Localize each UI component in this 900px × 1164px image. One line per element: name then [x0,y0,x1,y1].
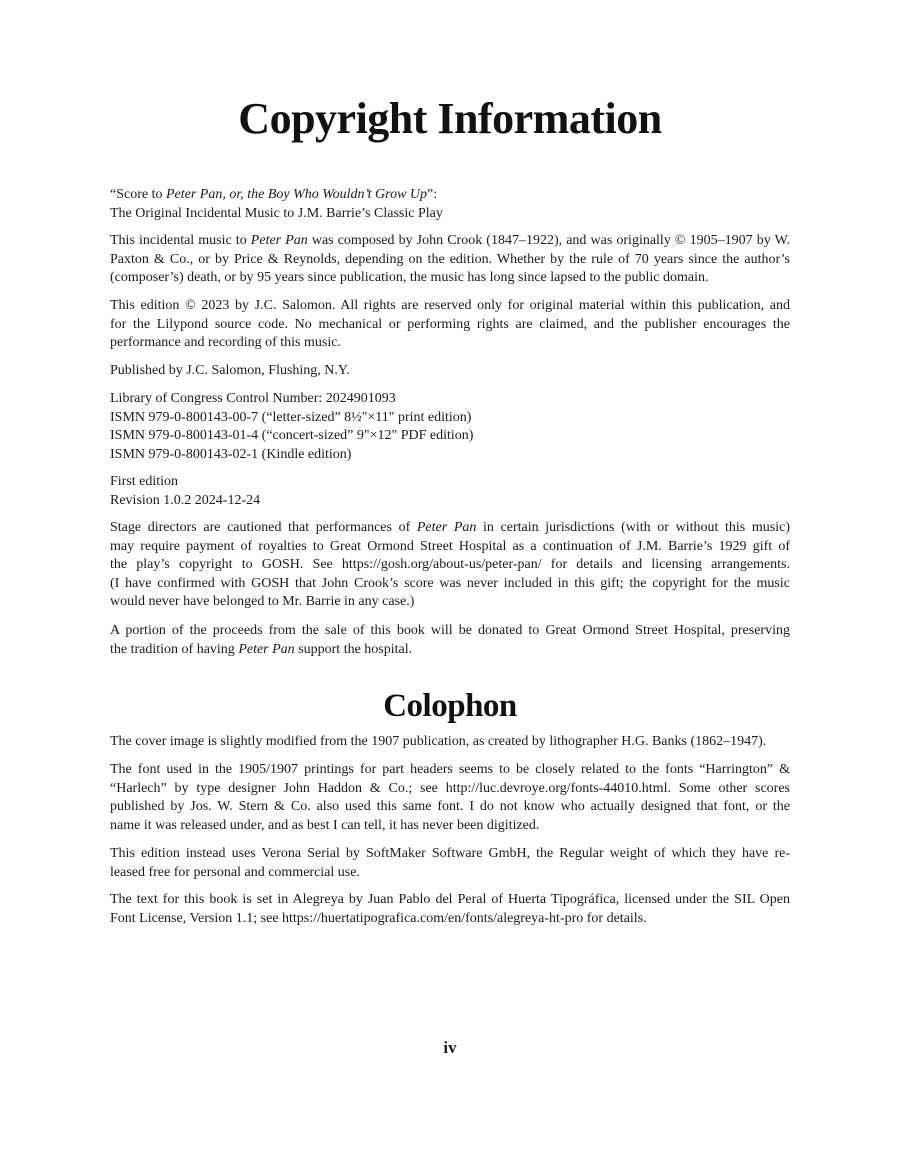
text-line [110,910,790,929]
text-run: First edition [110,474,179,489]
italic-title-run: Peter Pan [250,233,308,248]
text-line [110,575,790,594]
text-run: may require payment of royalties to Great Ormond Street Hospital as a continuation of J.M. Barrie’s 1929 gift of [110,538,790,554]
text-line [110,316,790,335]
text-line [110,556,790,575]
score-title-paragraph [110,186,790,223]
text-run: Font License, Version 1.1; see https://huertatipografica.com/en/fonts/alegreya-ht-pro for details. [110,910,647,926]
text-line [110,733,790,752]
text-run: Stage directors are cautioned that performances of [110,520,417,535]
copyright-heading: Copyright Information [238,94,662,143]
text-run: the tradition of having [110,641,239,657]
text-run: Paxton & Co., or by Price & Reynolds, depending on the edition. Whether by the rule of 70 years since the author’s [110,251,790,267]
text-line [110,519,790,538]
cover-image-paragraph [110,733,790,752]
verona-font-paragraph [110,845,790,882]
royalties-paragraph [110,519,790,612]
text-run: ”: [427,187,438,202]
text-line [110,205,790,224]
page-number: iv [443,1038,457,1057]
text-run: leased free for personal and commercial use. [110,864,360,880]
text-font-paragraph [110,891,790,928]
text-line [110,780,790,799]
text-line [110,622,790,641]
edition-rights-paragraph [110,297,790,353]
text-line [110,864,790,883]
text-run: The text for this book is set in Alegreya by Juan Pablo del Peral of Huerta Tipográfica, licensed under the SIL Open [110,892,790,907]
text-run: for the Lilypond source code. No mechanical or performing rights are claimed, and the publisher encourages the [110,316,790,332]
text-run: ISMN 979-0-800143-02-1 (Kindle edition) [110,446,352,462]
text-run: ISMN 979-0-800143-01-4 (“concert-sized” 9"×12" PDF edition) [110,428,474,444]
publisher-paragraph [110,362,790,381]
italic-title-run: Peter Pan [416,520,477,535]
text-run: (composer’s) death, or by 95 years since publication, the music has long since lapsed to the public domain. [110,270,709,286]
text-run: The cover image is slightly modified from the 1907 publication, as created by lithographer H.G. Banks (1862–1947). [110,734,767,749]
text-run: “Harlech” by type designer John Haddon & Co.; see http://luc.devroye.org/fonts-44010.html. Some other scores [110,780,790,796]
italic-title-run: Peter Pan, or, the Boy Who Wouldn’t Grow Up [165,187,428,202]
text-line [110,538,790,557]
text-run: This edition instead uses Verona Serial by SoftMaker Software GmbH, the Regular weight of which they have re- [110,846,790,861]
colophon-heading: Colophon [383,688,517,724]
text-run: This incidental music to [110,233,251,248]
text-line [110,232,790,251]
text-run: in certain jurisdictions (with or without this music) [476,520,790,535]
text-line [110,362,790,381]
text-line [110,390,790,409]
text-run: The font used in the 1905/1907 printings for part headers seems to be closely related to the fonts “Harrington” & [110,762,790,777]
text-run: performance and recording of this music. [110,335,341,351]
text-run: “Score to [110,187,166,202]
text-run: was composed by John Crook (1847–1922), and was originally © 1905–1907 by W. [307,233,791,248]
text-line [110,891,790,910]
text-line [110,186,790,205]
text-run: The Original Incidental Music to J.M. Barrie’s Classic Play [110,205,443,221]
text-run: Published by J.C. Salomon, Flushing, N.Y. [110,363,350,378]
header-font-paragraph [110,761,790,835]
text-line [110,641,790,660]
text-line [110,473,790,492]
composition-paragraph [110,232,790,288]
text-line [110,761,790,780]
text-run: ISMN 979-0-800143-00-7 (“letter-sized” 8½"×11" print edition) [110,409,472,425]
identifiers-paragraph [110,390,790,464]
text-line [110,446,790,465]
text-line [110,817,790,836]
text-run: would never have belonged to Mr. Barrie in any case.) [110,594,415,610]
text-line [110,251,790,270]
text-run: Revision 1.0.2 2024-12-24 [110,492,261,508]
text-run: A portion of the proceeds from the sale of this book will be donated to Great Ormond Street Hospital, preserving [110,623,790,638]
text-run: published by Jos. W. Stern & Co. also used this same font. I do not know who actually designed that font, or the [110,799,790,815]
text-run: Library of Congress Control Number: 2024901093 [110,391,396,406]
text-line [110,297,790,316]
edition-paragraph [110,473,790,510]
text-run: (I have confirmed with GOSH that John Crook’s score was never included in this gift; the copyright for the music [110,575,790,591]
italic-title-run: Peter Pan [238,641,295,657]
text-line [110,798,790,817]
text-line [110,269,790,288]
proceeds-paragraph [110,622,790,659]
text-line [110,427,790,446]
text-line [110,593,790,612]
text-line [110,334,790,353]
text-run: This edition © 2023 by J.C. Salomon. All rights are reserved only for original material within this publication, and [110,298,790,313]
text-run: the play’s copyright to GOSH. See https://gosh.org/about-us/peter-pan/ for details and licensing arrangements. [110,557,790,573]
text-line [110,409,790,428]
text-line [110,845,790,864]
text-run: support the hospital. [294,641,413,657]
text-run: name it was released under, and as best I can tell, it has never been digitized. [110,817,540,833]
text-line [110,492,790,511]
